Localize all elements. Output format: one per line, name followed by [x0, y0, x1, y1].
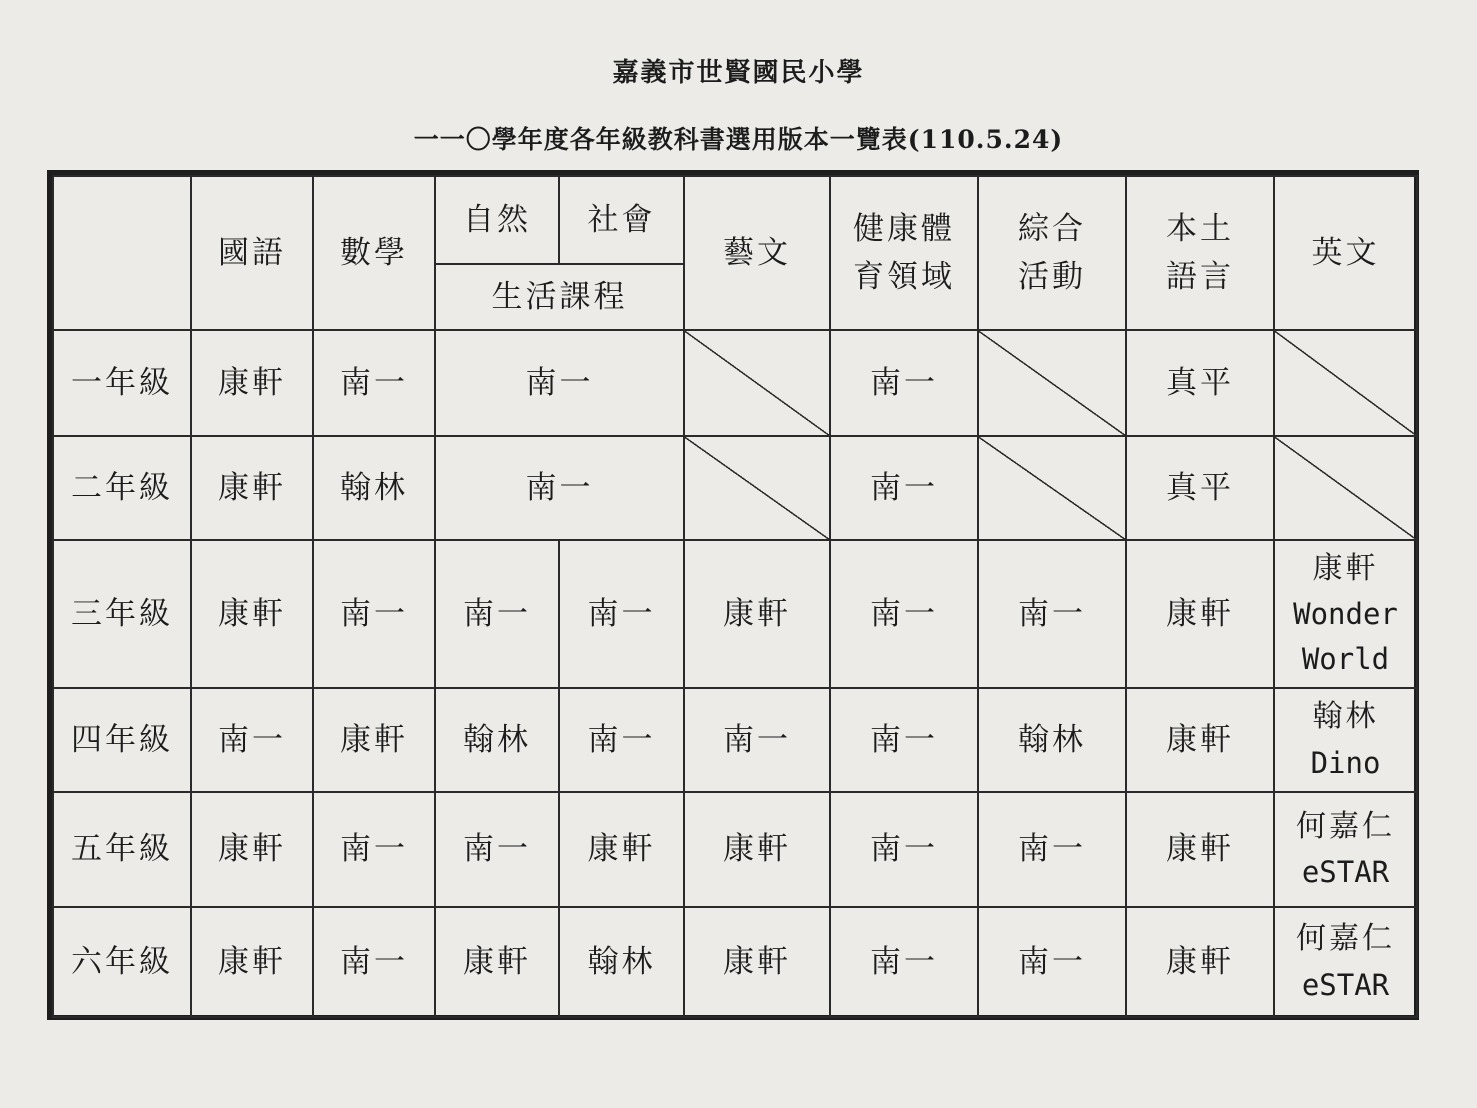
- header-social: 社會: [559, 176, 684, 264]
- header-integrative: [978, 176, 1126, 330]
- cell-social: 南一: [559, 688, 684, 792]
- cell-health: 南一: [830, 540, 978, 688]
- cell-math: 翰林: [313, 436, 435, 540]
- cell-english-na: [1274, 436, 1417, 540]
- cell-math: 南一: [313, 330, 435, 436]
- english-series: eSTAR: [1301, 855, 1390, 890]
- cell-life-curriculum: 南一: [435, 436, 684, 540]
- cell-chinese: 南一: [191, 688, 313, 792]
- cell-arts-na: [684, 330, 830, 436]
- cell-health: 南一: [830, 907, 978, 1017]
- header-science: 自然: [435, 176, 559, 264]
- cell-local-language: 康軒: [1126, 792, 1274, 907]
- grade-label: 五年級: [53, 792, 191, 907]
- cell-arts-na: [684, 436, 830, 540]
- grade-label: 一年級: [53, 330, 191, 436]
- header-integrative-line2: 活動: [1018, 259, 1086, 295]
- cell-chinese: 康軒: [191, 436, 313, 540]
- header-local-language: [1126, 176, 1274, 330]
- cell-arts: 康軒: [684, 907, 830, 1017]
- cell-english: [1274, 792, 1417, 907]
- table-row: [53, 330, 1417, 436]
- cell-health: 南一: [830, 688, 978, 792]
- grade-label: 二年級: [53, 436, 191, 540]
- header-integrative-line1: 綜合: [1018, 210, 1086, 247]
- english-series-line2: World: [1301, 642, 1390, 677]
- cell-science: 康軒: [435, 907, 559, 1017]
- cell-health: 南一: [830, 436, 978, 540]
- cell-english-na: [1274, 330, 1417, 436]
- cell-local-language: 康軒: [1126, 907, 1274, 1017]
- cell-chinese: 康軒: [191, 792, 313, 907]
- grade-label: 六年級: [53, 907, 191, 1017]
- corner-cell: [53, 176, 191, 330]
- grade-label: 三年級: [53, 540, 191, 688]
- cell-local-language: 康軒: [1126, 540, 1274, 688]
- cell-social: 翰林: [559, 907, 684, 1017]
- cell-health: 南一: [830, 330, 978, 436]
- header-arts: 藝文: [684, 176, 830, 330]
- header-local-line1: 本土: [1166, 210, 1234, 247]
- cell-math: 南一: [313, 907, 435, 1017]
- grade-label: 四年級: [53, 688, 191, 792]
- header-chinese: 國語: [191, 176, 313, 330]
- cell-science: 南一: [435, 792, 559, 907]
- header-row: [53, 176, 1417, 264]
- cell-integrative: 南一: [978, 792, 1126, 907]
- english-publisher: 何嘉仁: [1296, 808, 1395, 844]
- cell-chinese: 康軒: [191, 540, 313, 688]
- document-title: 嘉義市世賢國民小學: [612, 58, 865, 88]
- table-row: [53, 907, 1417, 1017]
- cell-local-language: 真平: [1126, 330, 1274, 436]
- cell-arts: 南一: [684, 688, 830, 792]
- header-health-line1: 健康體: [853, 210, 955, 247]
- cell-social: 南一: [559, 540, 684, 688]
- document-subtitle: 一一〇學年度各年級教科書選用版本一覽表(110.5.24): [413, 125, 1064, 154]
- cell-english: [1274, 688, 1417, 792]
- cell-integrative-na: [978, 436, 1126, 540]
- cell-chinese: 康軒: [191, 330, 313, 436]
- english-series-line1: Wonder: [1293, 597, 1398, 632]
- cell-science: 翰林: [435, 688, 559, 792]
- english-publisher: 何嘉仁: [1296, 921, 1395, 957]
- header-local-line2: 語言: [1166, 259, 1234, 295]
- cell-arts: 康軒: [684, 792, 830, 907]
- cell-local-language: 真平: [1126, 436, 1274, 540]
- cell-health: 南一: [830, 792, 978, 907]
- cell-integrative-na: [978, 330, 1126, 436]
- header-health: [830, 176, 978, 330]
- table-row: [53, 792, 1417, 907]
- cell-english: [1274, 540, 1417, 688]
- cell-life-curriculum: 南一: [435, 330, 684, 436]
- textbook-table: [52, 175, 1418, 1018]
- cell-integrative: 翰林: [978, 688, 1126, 792]
- cell-chinese: 康軒: [191, 907, 313, 1017]
- table-row: [53, 540, 1417, 688]
- cell-math: 南一: [313, 792, 435, 907]
- english-publisher: 康軒: [1312, 550, 1379, 586]
- english-series: eSTAR: [1301, 967, 1390, 1002]
- english-publisher: 翰林: [1312, 699, 1379, 735]
- cell-social: 康軒: [559, 792, 684, 907]
- cell-science: 南一: [435, 540, 559, 688]
- header-life-curriculum: 生活課程: [435, 264, 684, 330]
- english-series: Dino: [1310, 745, 1381, 780]
- header-health-line2: 育領域: [853, 259, 955, 295]
- header-english: 英文: [1274, 176, 1417, 330]
- cell-arts: 康軒: [684, 540, 830, 688]
- table-row: [53, 436, 1417, 540]
- cell-local-language: 康軒: [1126, 688, 1274, 792]
- cell-integrative: 南一: [978, 540, 1126, 688]
- cell-math: 康軒: [313, 688, 435, 792]
- cell-english: [1274, 907, 1417, 1017]
- cell-integrative: 南一: [978, 907, 1126, 1017]
- table-row: [53, 688, 1417, 792]
- header-math: 數學: [313, 176, 435, 330]
- cell-math: 南一: [313, 540, 435, 688]
